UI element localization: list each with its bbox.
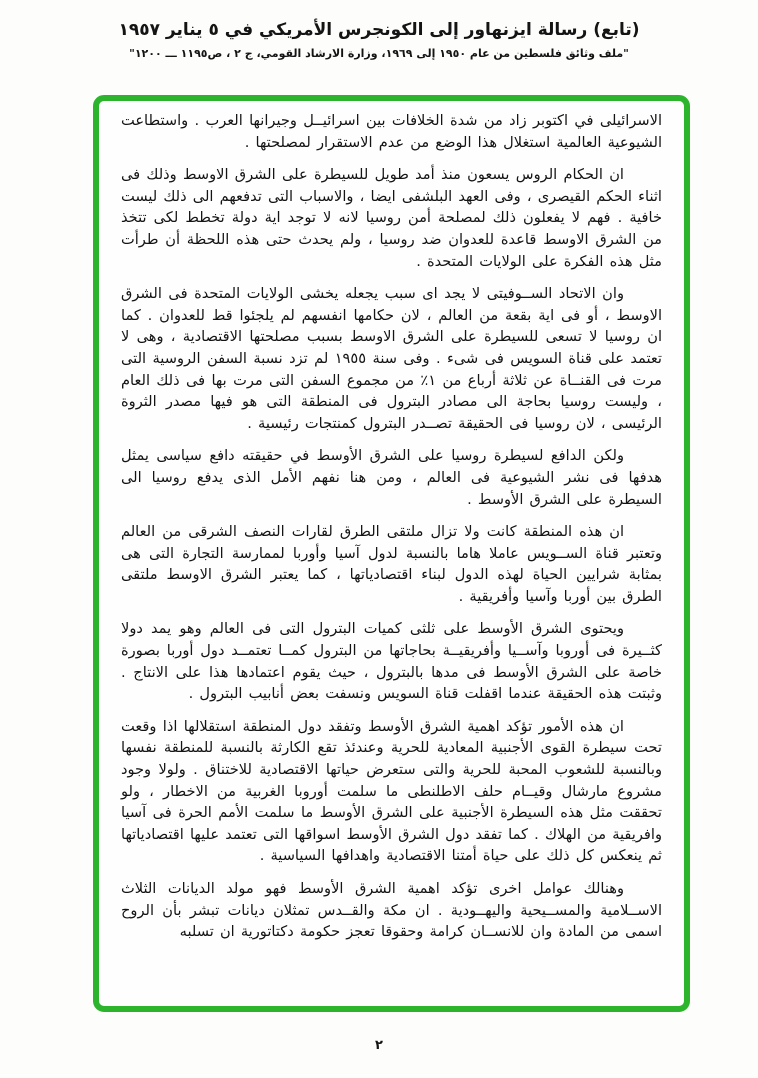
paragraph: ان الحكام الروس يسعون منذ أمد طويل للسيطرة على الشرق الاوسط وذلك فى اثناء الحكم القيصرى ، وفى العهد البلشفى ايضا ، والاسباب التى تدفعهم الى ذلك ليست خافية . فهم لا يفعلون ذلك لمصلحة أمن روسيا لانه لا توجد اية دولة تخطط لكى تتخذ من الشرق الاوسط قاعدة للعدوان ضد روسيا ، ولم يحدث حتى هذه اللحظة أن طرأت مثل هذه الفكرة على الولايات المتحدة . [121,166,662,270]
page-number: ٢ [375,1038,383,1053]
document-footer [0,1034,758,1053]
page-title: (تابع) رسالة ايزنهاور إلى الكونجرس الأمريكي في ٥ يناير ١٩٥٧ [118,20,640,40]
highlight-box [93,95,690,1012]
paragraph: ان هذه المنطقة كانت ولا تزال ملتقى الطرق لقارات النصف الشرقى من العالم وتعتبر قناة الســويس عاملا هاما بالنسبة لدول آسيا وأوربا لممارسة التجارة التى هى بمثابة شرايين الحياة لهذه الدول لبناء اقتصادياتها ، كما يعتبر الشرق الاوسط ملتقى الطرق بين أوربا وآسيا وأفريقية . [121,523,662,605]
paragraph: وهنالك عوامل اخرى تؤكد اهمية الشرق الأوسط فهو مولد الديانات الثلاث الاســلامية والمســيحية واليهــودية . ان مكة والقــدس تمثلان ديانات تبشر بأن الروح اسمى من المادة وان للانســان كرامة وحقوقا تعجز حكومة دكتاتورية ان تسلبه [121,880,662,941]
document-header [0,20,758,60]
paragraph: ويحتوى الشرق الأوسط على ثلثى كميات البترول التى فى العالم وهو يمد دولا كثــيرة فى أوروبا وآســيا وأفريقيــة بحاجاتها من البترول كمــا تعتمــد دول أوربا بصورة خاصة على الشرق الأوسط فى مدها بالبترول ، حيث يقوم اعتمادها هذا على الانتاج . وثبتت هذه الحقيقة عندما اقفلت قناة السويس ونسفت بعض أنابيب البترول . [121,620,662,703]
source-citation: "ملف وثائق فلسطين من عام ١٩٥٠ إلى ١٩٦٩، وزارة الارشاد القومي، ج ٢ ، ص١١٩٥ ـــ ١٢٠٠" [129,47,629,60]
paragraph: ان هذه الأمور تؤكد اهمية الشرق الأوسط وتفقد دول المنطقة استقلالها اذا وقعت تحت سيطرة القوى الأجنبية المعادية للحرية وعندئذ تقع الكارثة بالنسبة للمنطقة نفسها وبالنسبة للشعوب المحبة للحرية والتى ستعرض حياتها الاقتصادية للاختناق . ولولا وجود مشروع مارشال وقيــام حلف الاطلنطى ما سلمت أوروبا الغربية من الاخطار ، ولو تحققت مثل هذه السيطرة الأجنبية على الشرق الأوسط ما سلمت الأمم الحرة فى آسيا وافريقية من الهلاك . كما تفقد دول الشرق الأوسط اسواقها التى تعتمد عليها اقتصادياتها ثم ينعكس كل ذلك على حياة أمتنا الاقتصادية واهدافها السياسية . [121,717,662,865]
paragraph: ولكن الدافع لسيطرة روسيا على الشرق الأوسط في حقيقته دافع سياسى يمثل هدفها فى نشر الشيوعية فى العالم ، ومن هنا نفهم الأمل الذى يدفع روسيا الى السيطرة على الشرق الأوسط . [121,447,662,508]
paragraph-continuation: الاسرائيلى في اكتوبر زاد من شدة الخلافات بين اسرائيــل وجيرانها العرب . واستطاعت الشيوعية العالمية استغلال هذا الوضع من عدم الاستقرار لمصلحتها . [121,112,662,151]
paragraph: وان الاتحاد الســوفيتى لا يجد اى سبب يجعله يخشى الولايات المتحدة فى الشرق الاوسط ، أو فى اية بقعة من العالم ، لان حكامها انفسهم لم يلجئوا قط للعدوان . كما ان روسيا لا تسعى للسيطرة على الشرق الاوسط بسبب مصلحتها الاقتصادية ، وهى لا تعتمد على قناة السويس فى شىء . وفى سنة ١٩٥٥ لم تزد نسبة السفن الروسية التى مرت فى القنــاة عن ثلاثة أرباع من ١٪ من مجموع السفن التى مرت بها فى ذلك العام ، وليست روسيا بحاجة الى مصادر البترول فى المنطقة التى هو فيها مصدر الثروة الرئيسى ، لان روسيا فى الحقيقة تصــدر البترول كمنتجات رئيسية . [121,285,662,432]
